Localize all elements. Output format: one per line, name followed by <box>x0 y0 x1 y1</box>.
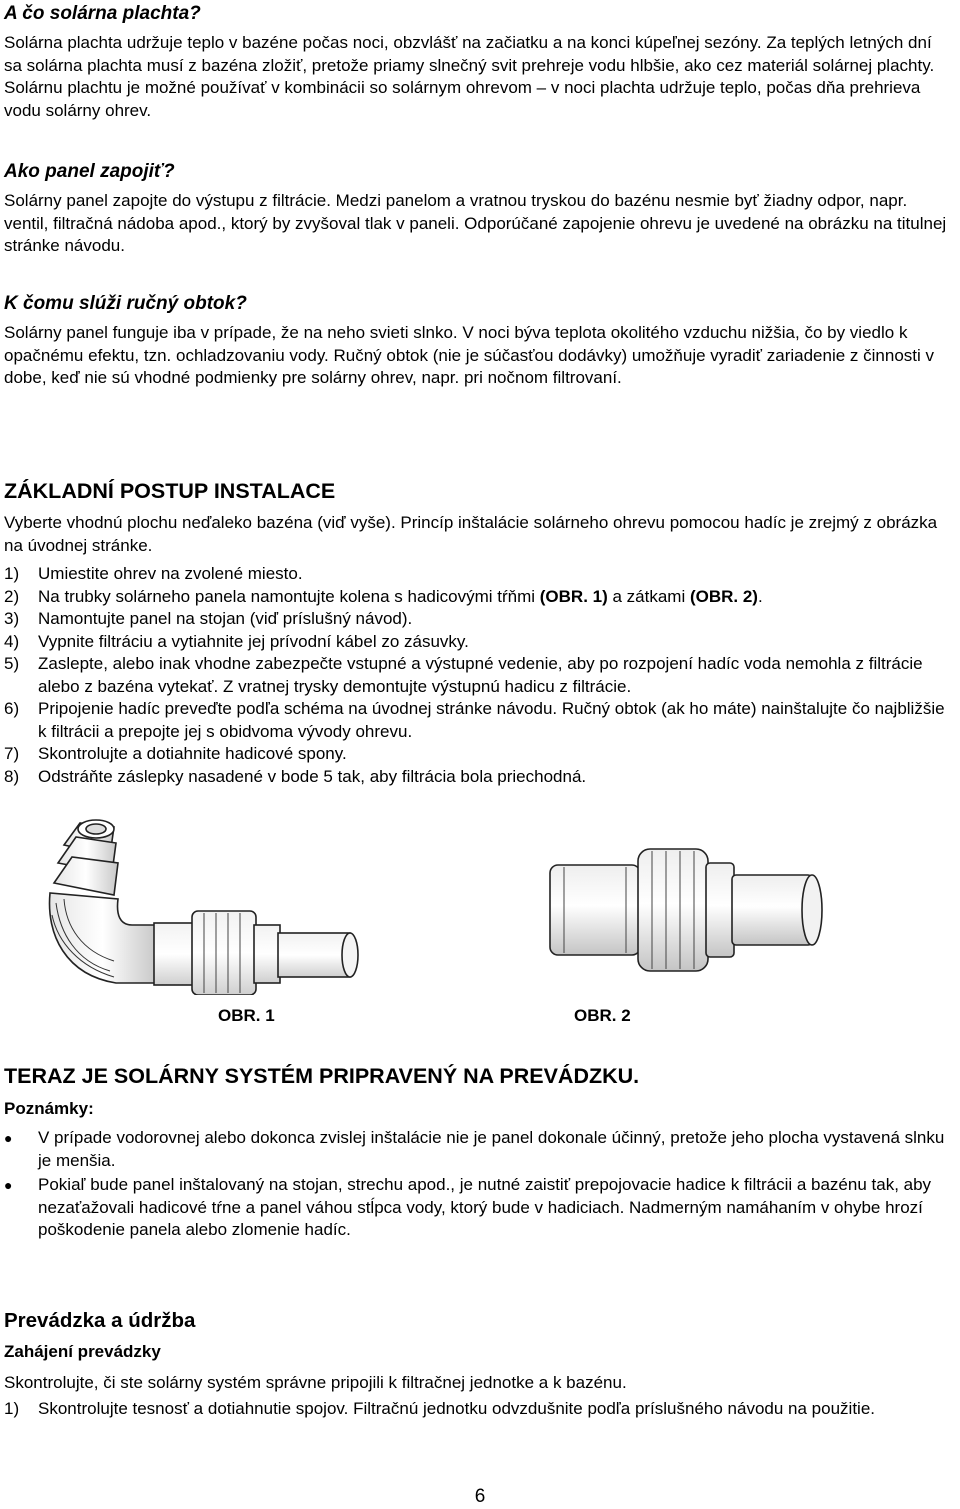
figure-2-caption: OBR. 2 <box>574 1006 631 1025</box>
step-number: 4) <box>4 631 20 651</box>
note-text: V prípade vodorovnej alebo dokonca zvislej inštalácie nie je panel dokonale účinný, pretože jeho plocha vystavená slnku je menšia. <box>38 1128 945 1170</box>
heading-bypass: K čomu slúži ručný obtok? <box>4 293 247 314</box>
list-item <box>4 608 952 631</box>
note-text: Pokiaľ bude panel inštalovaný na stojan, strechu apod., je nutné zaistiť prepojovacie hadice k filtrácii a bazénu tak, aby nezaťažovali hadicové tŕne a panel váhou stĺpca vody, ktorý bude v hadiciach. Nadmerným namáhaním v ohybe hrozí poškodenie panela alebo zlomenie hadíc. <box>38 1175 932 1239</box>
step-number: 6) <box>4 699 20 718</box>
step-fig-ref: (OBR. 1) <box>539 586 608 606</box>
step-number: 5) <box>4 654 20 673</box>
step-text: Odstráňte záslepky nasadené v bode 5 tak, aby filtrácia bola priechodná. <box>38 766 587 786</box>
step-text: . <box>757 586 763 606</box>
heading-connect-panel: Ako panel zapojiť? <box>4 161 175 182</box>
step-text: Zaslepte, alebo inak vhodne zabezpečte vstupné a výstupné vedenie, aby po rozpojení hadíc voda nemohla z filtrácie alebo z bazéna vytekať. Z vratnej trysky demontujte výstupnú hadicu z filtrácie. <box>38 654 923 696</box>
step-text: Na trubky solárneho panela namontujte kolena s hadicovými tŕňmi <box>38 586 540 606</box>
paragraph-connect-panel: Solárny panel zapojte do výstupu z filtrácie. Medzi panelom a vratnou tryskou do bazénu nesmie byť žiadny odpor, napr. ventil, filtračná nádoba apod., ktorý by zvyšoval tlak v paneli. Odporúčané zapojenie ohrevu je uvedené na obrázku na titulnej stránke návodu. <box>4 191 947 255</box>
list-item <box>4 743 952 766</box>
list-item <box>4 653 952 698</box>
step-text: Vypnite filtráciu a vytiahnite jej prívodní kábel zo zásuvky. <box>38 631 469 651</box>
step-text: a zátkami <box>607 586 690 606</box>
bullet-icon: ● <box>4 1130 13 1146</box>
paragraph-solar-blanket: Solárna plachta udržuje teplo v bazéne počas noci, obzvlášť na začiatku a na konci kúpeľnej sezóny. Za teplých letných dní sa solárna plachta musí z bazéna zložiť, pretože priamy slnečný svit prehreje vodu hlbšie, ako cez materiál solárnej plachty. Solárnu plachtu je možné používať v kombinácii so solárnym ohrevom – v noci plachta udržuje teplo, počas dňa prehrieva vodu solárny ohrev. <box>4 33 935 120</box>
list-item <box>4 563 952 586</box>
step-number: 3) <box>4 609 20 628</box>
heading-solar-blanket: A čo solárna plachta? <box>4 3 201 24</box>
elbow-fitting-illustration <box>36 815 376 995</box>
step-text: Pripojenie hadíc preveďte podľa schéma na úvodnej stránke návodu. Ručný obtok (ak ho máte) nainštalujte čo najbližšie k filtrácii a prepojte jej s obidvoma vývody ohrevu. <box>38 699 945 741</box>
notes-list <box>4 1127 952 1244</box>
list-item <box>4 698 952 743</box>
step-number: 1) <box>4 564 20 583</box>
paragraph-bypass: Solárny panel funguje iba v prípade, že na neho svieti slnko. V noci býva teplota okolitého vzduchu nižšia, čo by viedlo k opačnému efektu, tzn. ochladzovaniu vody. Ručný obtok (nie je súčasťou dodávky) umožňuje vyradiť zariadenie z činnosti v dobe, keď nie sú vhodné podmienky pre solárny ohrev, napr. pri nočnom filtrovaní. <box>4 323 934 387</box>
step-number: 1) <box>4 1399 20 1418</box>
list-item <box>4 1398 952 1421</box>
figure-1-caption: OBR. 1 <box>218 1006 275 1025</box>
paragraph-install-intro: Vyberte vhodnú plochu neďaleko bazéna (viď vyše). Princíp inštalácie solárneho ohrevu pomocou hadíc je zrejmý z obrázka na úvodnej stránke. <box>4 513 938 555</box>
paragraph-operation: Skontrolujte, či ste solárny systém správne pripojili k filtračnej jednotke a k bazénu. <box>4 1373 627 1392</box>
subheading-start-operation: Zahájení prevádzky <box>4 1342 161 1361</box>
list-item <box>4 1127 952 1172</box>
step-number: 2) <box>4 586 20 606</box>
list-item <box>4 586 952 609</box>
operation-steps <box>4 1398 952 1421</box>
step-number: 8) <box>4 766 20 786</box>
heading-system-ready: TERAZ JE SOLÁRNY SYSTÉM PRIPRAVENÝ NA PREVÁDZKU. <box>4 1064 640 1088</box>
list-item <box>4 1174 952 1242</box>
notes-heading: Poznámky: <box>4 1099 94 1118</box>
heading-install: ZÁKLADNÍ POSTUP INSTALACE <box>4 479 336 503</box>
bullet-icon: ● <box>4 1177 13 1193</box>
step-text: Namontujte panel na stojan (viď príslušný návod). <box>38 609 413 628</box>
step-text: Skontrolujte a dotiahnite hadicové spony. <box>38 744 347 763</box>
list-item <box>4 766 952 789</box>
step-number: 7) <box>4 744 20 763</box>
plug-fitting-illustration <box>540 835 840 985</box>
step-text: Umiestite ohrev na zvolené miesto. <box>38 564 303 583</box>
page-number: 6 <box>474 1486 486 1507</box>
install-steps <box>4 563 952 788</box>
step-text: Skontrolujte tesnosť a dotiahnutie spojov. Filtračnú jednotku odvzdušnite podľa príslušného návodu na použitie. <box>38 1399 876 1418</box>
step-fig-ref: (OBR. 2) <box>689 586 758 606</box>
heading-operation: Prevádzka a údržba <box>4 1309 196 1332</box>
list-item <box>4 631 952 654</box>
